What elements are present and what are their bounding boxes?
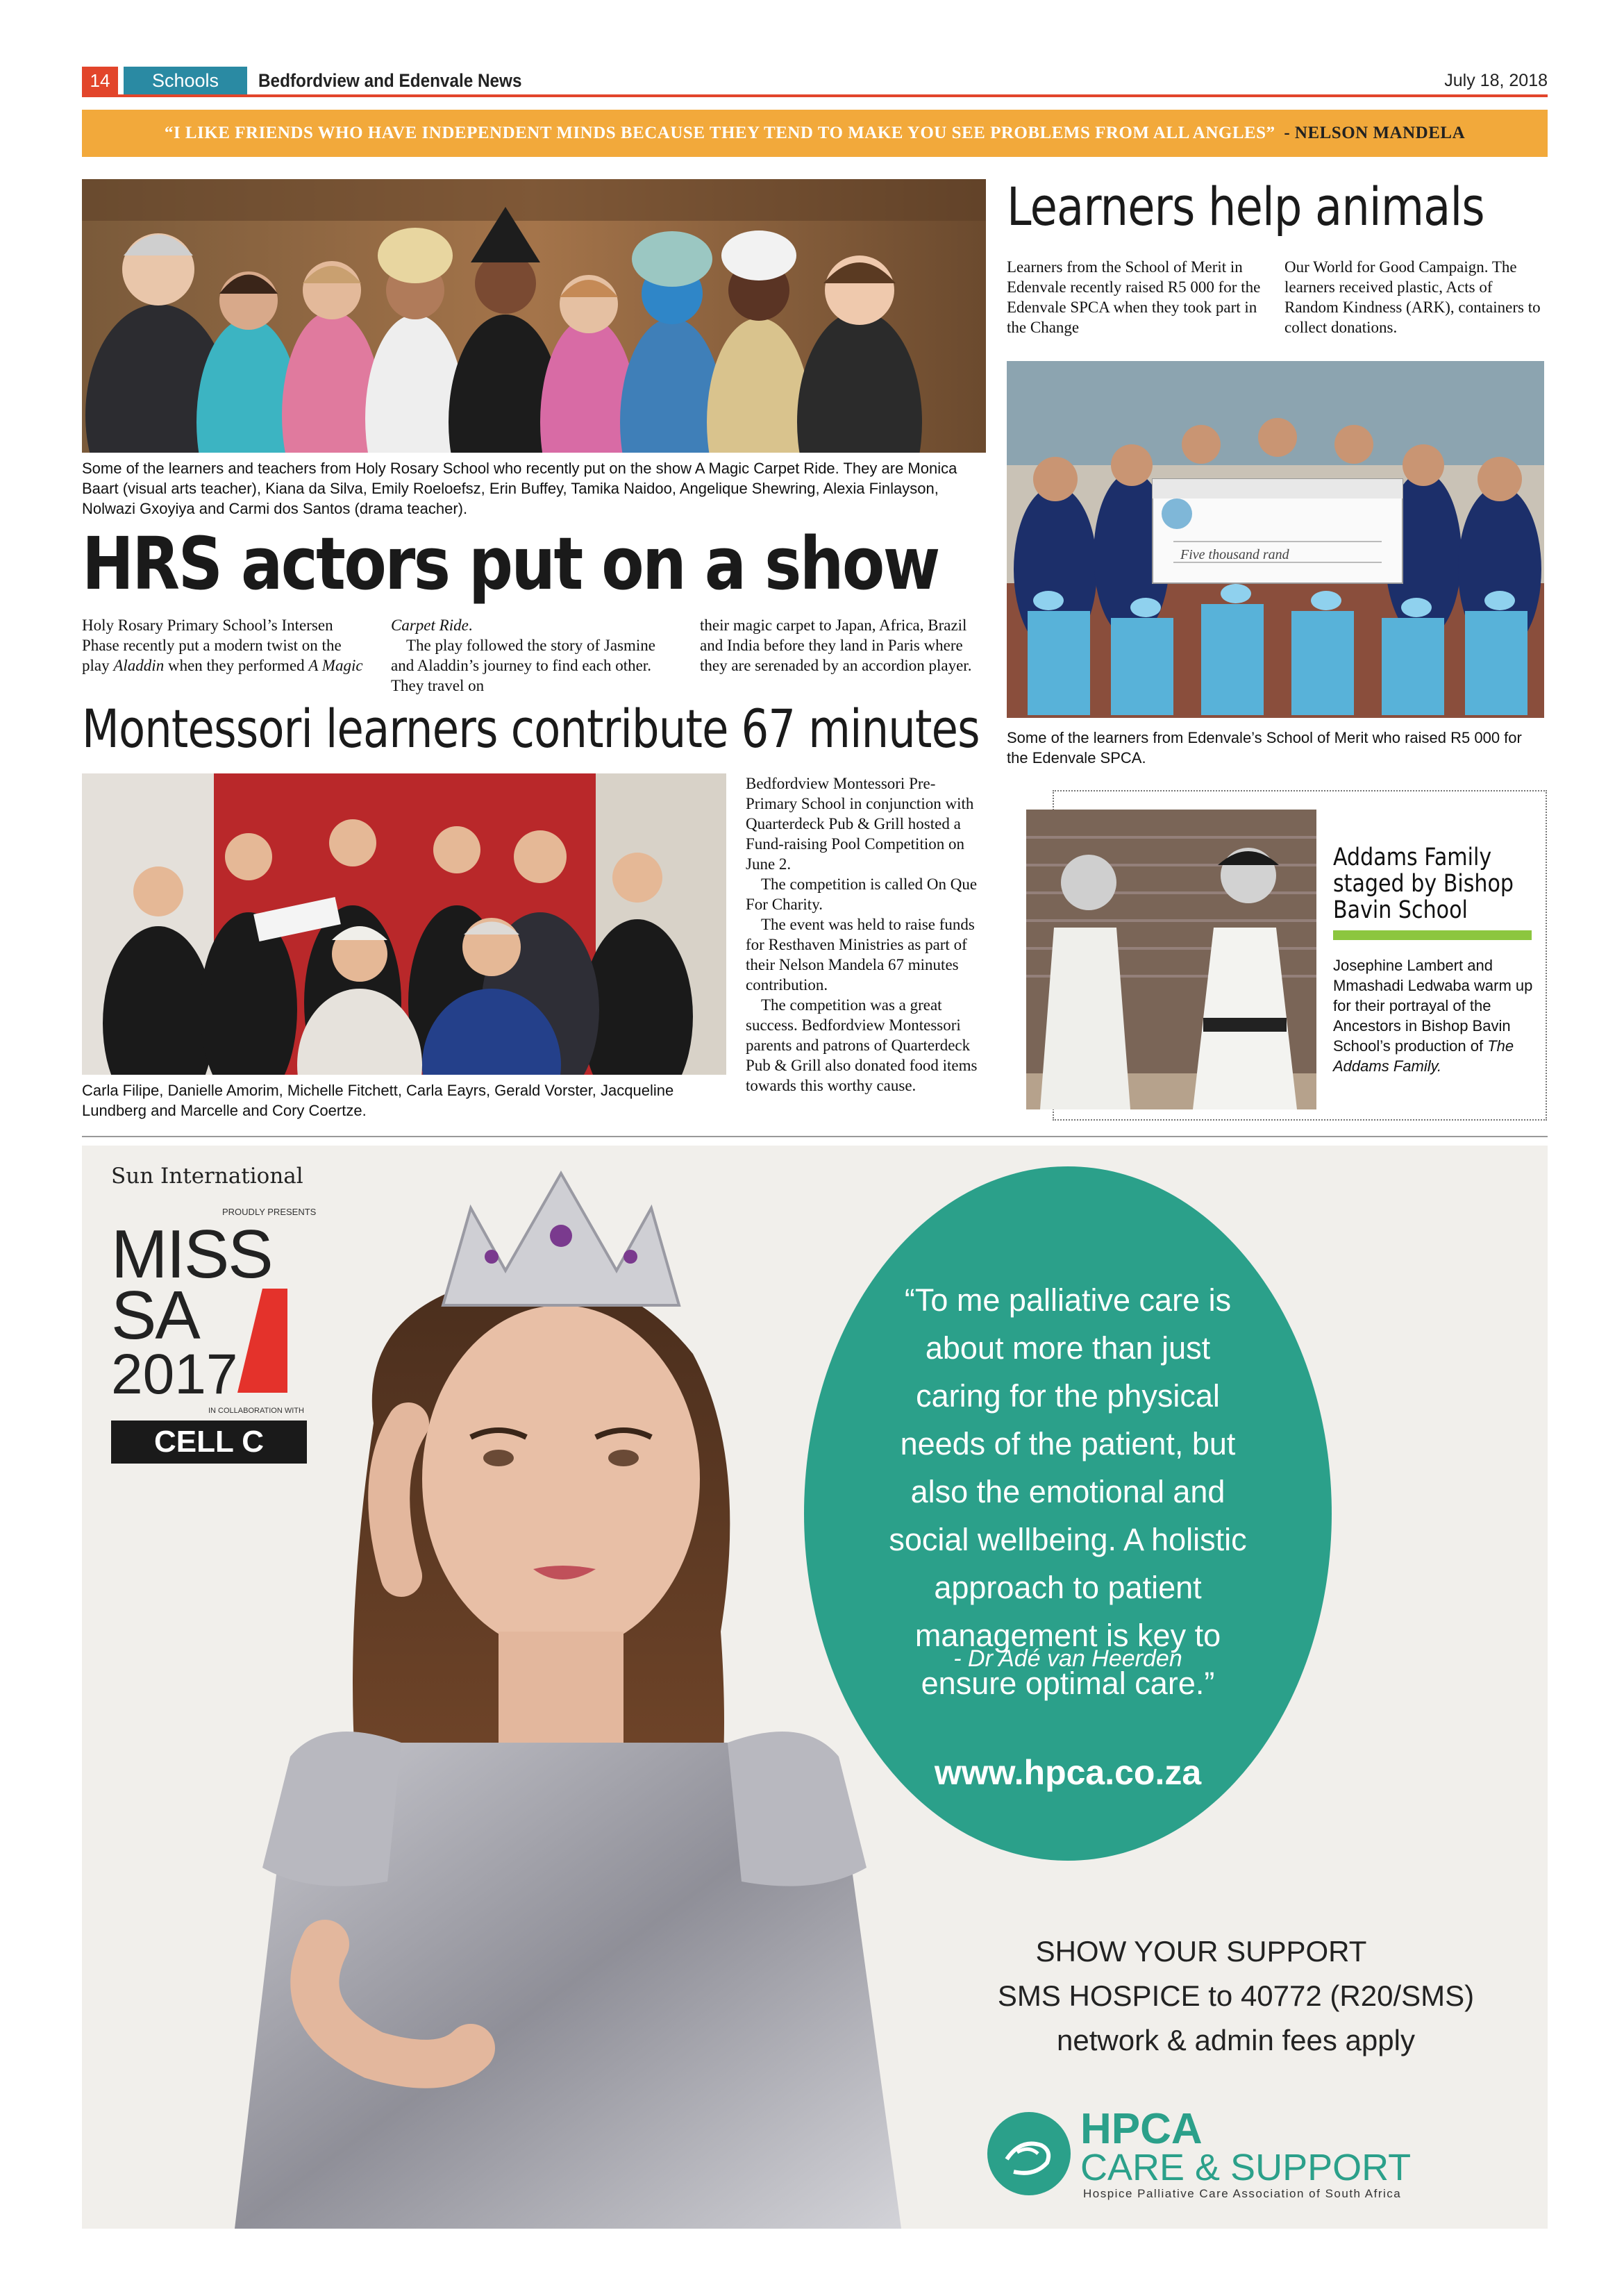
- hrs-col2-text: The play followed the story of Jasmine and Aladdin’s journey to find each other. They travel on: [391, 637, 655, 694]
- hrs-col1-show: A Magic: [308, 657, 363, 674]
- hrs-column-3: their magic carpet to Japan, Africa, Brazil and India before they land in Paris where they are serenaded by an accordion player.: [700, 617, 972, 674]
- hrs-headline: HRS actors put on a show: [82, 521, 939, 606]
- issue-date: July 18, 2018: [1444, 71, 1548, 90]
- hrs-col1-text: Holy Rosary Primary School’s Intersen Phase recently put a modern twist on the play: [82, 617, 342, 674]
- page-number: 14: [82, 67, 118, 94]
- montessori-headline: Montessori learners contribute 67 minutes: [82, 698, 980, 760]
- montessori-p3: The event was held to raise funds for Resthaven Ministries as part of their Nelson Mandela 67 minutes contribution.: [746, 916, 975, 994]
- addams-caption-text: Josephine Lambert and Mmashadi Ledwaba warm up for their portrayal of the Ancestors in Bishop Bavin School’s production of: [1333, 957, 1533, 1055]
- animals-headline: Learners help animals: [1007, 176, 1484, 237]
- addams-green-rule: [1333, 930, 1532, 940]
- addams-caption: [1333, 955, 1541, 1076]
- hpca-care-support: CARE & SUPPORT: [1080, 2147, 1412, 2188]
- header-rule: [82, 94, 1548, 97]
- miss-sa-logo: [111, 1164, 319, 1476]
- hpca-url-link[interactable]: www.hpca.co.za: [934, 1753, 1202, 1792]
- animals-column-2: Our World for Good Campaign. The learners received plastic, Acts of Random Kindness (ARK), containers to collect donations.: [1284, 258, 1541, 336]
- addams-caption-title: The Addams Family.: [1333, 1037, 1514, 1075]
- addams-photo: [1026, 810, 1316, 1109]
- hrs-col1-play: Aladdin: [113, 657, 165, 674]
- palliative-quote: “To me palliative care is about more than just caring for the physical needs of the patient, but also the emotional and social wellbeing. A holistic approach to patient management is key to ensure optimal care.”: [889, 1282, 1247, 1701]
- support-line-2: SMS HOSPICE to 40772 (R20/SMS): [997, 1979, 1475, 2012]
- montessori-photo: [82, 773, 726, 1075]
- montessori-p2: The competition is called On Que For Charity.: [746, 875, 978, 913]
- hrs-caption: Some of the learners and teachers from Holy Rosary School who recently put on the show A Magic Carpet Ride. They are Monica Baart (visual arts teacher), Kiana da Silva, Emily Roeloefsz, Erin Buffey, Tamika Naidoo, Angelique Shewring, Alexia Finlayson, Nolwazi Gxoyiya and Carmi dos Santos (drama teacher).: [82, 460, 957, 517]
- hrs-col1-text-b: when they performed: [167, 657, 305, 674]
- montessori-p1: Bedfordview Montessori Pre-Primary School in conjunction with Quarterdeck Pub & Grill hosted a Fund-raising Pool Competition on June 2.: [746, 775, 974, 873]
- addams-headline: Addams Family staged by Bishop Bavin School: [1333, 844, 1514, 924]
- cellc-logo: [111, 1421, 307, 1464]
- support-line-1: SHOW YOUR SUPPORT: [1035, 1935, 1367, 1968]
- sa-text: SA: [111, 1277, 199, 1353]
- hrs-column-2: Carpet Ride. The play followed the story of Jasmine and Aladdin’s journey to find each other. They travel on: [391, 615, 674, 696]
- cheque-amount: Five thousand rand: [1180, 547, 1289, 562]
- hpca-association: Hospice Palliative Care Association of South Africa: [1083, 2187, 1402, 2200]
- montessori-p4: The competition was a great success. Bedfordview Montessori parents and patrons of Quarterdeck Pub & Grill also donated food items towards this worthy cause.: [746, 996, 978, 1094]
- miss-text: MISS: [111, 1216, 272, 1292]
- hpca-logo: [986, 2105, 1500, 2201]
- miss-sa-red-mark: [237, 1289, 287, 1393]
- quote-text: “I LIKE FRIENDS WHO HAVE INDEPENDENT MINDS BECAUSE THEY TEND TO MAKE YOU SEE PROBLEMS FROM ALL ANGLES”: [164, 124, 1275, 142]
- animals-photo: [1007, 361, 1544, 718]
- hrs-col2-show: Carpet Ride: [391, 617, 469, 634]
- paper-name: Bedfordview and Edenvale News: [258, 70, 522, 91]
- sun-international-logo: Sun International: [111, 1164, 303, 1189]
- animals-caption: Some of the learners from Edenvale’s School of Merit who raised R5 000 for the Edenvale SPCA.: [1007, 729, 1522, 766]
- year-text: 2017: [111, 1343, 238, 1406]
- hpca-name: HPCA: [1080, 2105, 1203, 2153]
- animals-column-1: Learners from the School of Merit in Edenvale recently raised R5 000 for the Edenvale SPCA when they took part in the Change: [1007, 258, 1261, 336]
- collab-text: IN COLLABORATION WITH: [208, 1407, 304, 1415]
- hrs-photo: [82, 179, 986, 453]
- hrs-column-1: [82, 615, 365, 676]
- support-line-3: network & admin fees apply: [1057, 2024, 1415, 2056]
- cellc-text: CELL C: [153, 1425, 265, 1459]
- montessori-story: [746, 773, 986, 1096]
- section-tab[interactable]: Schools: [124, 67, 247, 94]
- quote-author: - NELSON MANDELA: [1284, 124, 1466, 142]
- montessori-caption: Carla Filipe, Danielle Amorim, Michelle Fitchett, Carla Eayrs, Gerald Vorster, Jacqueline Lundberg and Marcelle and Cory Coertze.: [82, 1082, 674, 1119]
- quote-attribution: - Dr Adé van Heerden: [953, 1645, 1182, 1672]
- quote-banner-text: [82, 110, 1548, 157]
- section-divider: [82, 1136, 1548, 1137]
- hpca-hands-icon: [986, 2111, 1072, 2197]
- proudly-presents: PROUDLY PRESENTS: [222, 1207, 317, 1217]
